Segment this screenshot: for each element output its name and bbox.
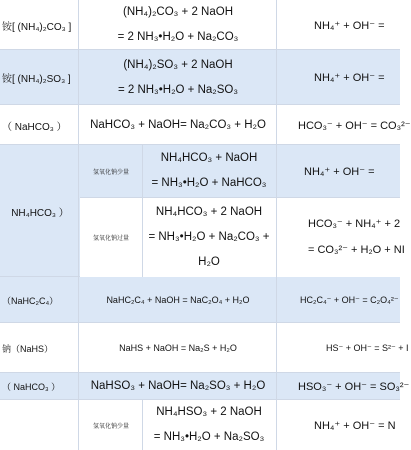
- chemical-equation: [80, 373, 276, 400]
- condition-label: 氢氧化钠少量: [92, 423, 129, 430]
- condition-label: 氢氧化钠少量: [92, 169, 129, 176]
- chemical-equation: [142, 197, 276, 277]
- column-divider: [78, 105, 79, 144]
- equation-line: (NH₄)₂SO₃ + 2 NaOH: [123, 58, 233, 71]
- ionic-equation: HSO₃⁻ + OH⁻ = SO₃²⁻: [298, 381, 410, 393]
- column-divider: [78, 50, 79, 104]
- column-divider: [276, 105, 277, 144]
- ionic-equation: [278, 197, 405, 277]
- ionic-equation: NH₄⁺ + OH⁻ =: [304, 165, 375, 178]
- equation-line: = NH₃•H₂O + Na₂SO₃: [153, 431, 265, 443]
- chemical-equation: [80, 323, 276, 373]
- column-divider: [276, 197, 277, 277]
- table-row: [0, 373, 410, 400]
- ionic-equation: HC₂C₄⁻ + OH⁻ = C₂O₄²⁻: [300, 294, 399, 305]
- chemical-equation: [80, 105, 276, 145]
- table-row: [0, 400, 400, 450]
- column-divider: [276, 0, 277, 49]
- condition-label: 氢氧化钠过量: [92, 235, 129, 242]
- equation-line: NH₄HCO₃ + 2 NaOH: [155, 205, 263, 218]
- chemical-equation: [142, 400, 276, 450]
- table-row: [0, 50, 400, 105]
- table-row: [0, 145, 405, 277]
- equation-line: NH₄HSO₃ + 2 NaOH: [156, 406, 262, 418]
- compound-name: （ NaHCO₃ ）: [2, 121, 67, 133]
- equation-line: NaHC₂C₄ + NaOH = NaC₂O₄ + H₂O: [106, 294, 250, 305]
- compound-name: NH₄HCO₃ ）: [11, 207, 69, 219]
- ionic-equation: NH₄⁺ + OH⁻ =: [314, 72, 385, 84]
- ionic-line: = CO₃²⁻ + H₂O + NI: [308, 244, 405, 256]
- table-row: [0, 105, 411, 145]
- table-row: [0, 277, 400, 323]
- column-divider: [78, 0, 79, 49]
- column-divider: [276, 373, 277, 399]
- compound-name: （NaHC₂C₄）: [2, 295, 59, 306]
- equation-line: = NH₃•H₂O + Na₂CO₃ +: [148, 230, 270, 243]
- column-divider: [78, 323, 79, 372]
- ionic-equation: NH₄⁺ + OH⁻ =: [314, 19, 385, 32]
- column-divider: [276, 323, 277, 372]
- equation-line: (NH₄)₂CO₃ + 2 NaOH: [122, 6, 233, 18]
- column-divider: [78, 145, 79, 276]
- equation-line: NaHSO₃ + NaOH= Na₂SO₃ + H₂O: [90, 380, 266, 392]
- chemical-equation: [80, 0, 276, 50]
- column-divider: [276, 400, 277, 450]
- equation-line: NaHCO₃ + NaOH= Na₂CO₃ + H₂O: [90, 118, 266, 131]
- equation-line: H₂O: [198, 255, 220, 268]
- chemical-equation: [80, 50, 276, 105]
- compound-name: 铵[ (NH₄)₂CO₃ ]: [2, 21, 72, 33]
- compound-name: 铵[ (NH₄)₂SO₃ ]: [2, 74, 71, 85]
- equation-line: = NH₃•H₂O + NaHCO₃: [151, 177, 267, 189]
- column-divider: [276, 50, 277, 104]
- equation-line: = 2 NH₃•H₂O + Na₂SO₃: [117, 83, 239, 96]
- chemical-equation: [142, 145, 276, 197]
- compound-name: 钠（NaHS）: [2, 343, 54, 354]
- table-row: [0, 323, 409, 373]
- table-row: [0, 0, 400, 50]
- chemical-equation: [80, 277, 276, 323]
- ionic-equation: NH₄⁺ + OH⁻ = N: [314, 419, 396, 432]
- column-divider: [78, 373, 79, 399]
- column-divider: [276, 277, 277, 322]
- column-divider: [78, 277, 79, 322]
- equation-line: NaHS + NaOH = Na₂S + H₂O: [119, 342, 237, 353]
- ionic-equation: HCO₃⁻ + OH⁻ = CO₃²⁻: [298, 119, 411, 132]
- column-divider: [78, 400, 79, 450]
- ionic-line: HCO₃⁻ + NH₄⁺ + 2: [308, 218, 401, 230]
- equation-line: = 2 NH₃•H₂O + Na₂CO₃: [117, 31, 239, 43]
- ionic-equation: HS⁻ + OH⁻ = S²⁻ + I: [326, 342, 409, 353]
- equation-line: NH₄HCO₃ + NaOH: [160, 152, 258, 164]
- compound-name: （ NaHCO₃ ）: [2, 382, 61, 392]
